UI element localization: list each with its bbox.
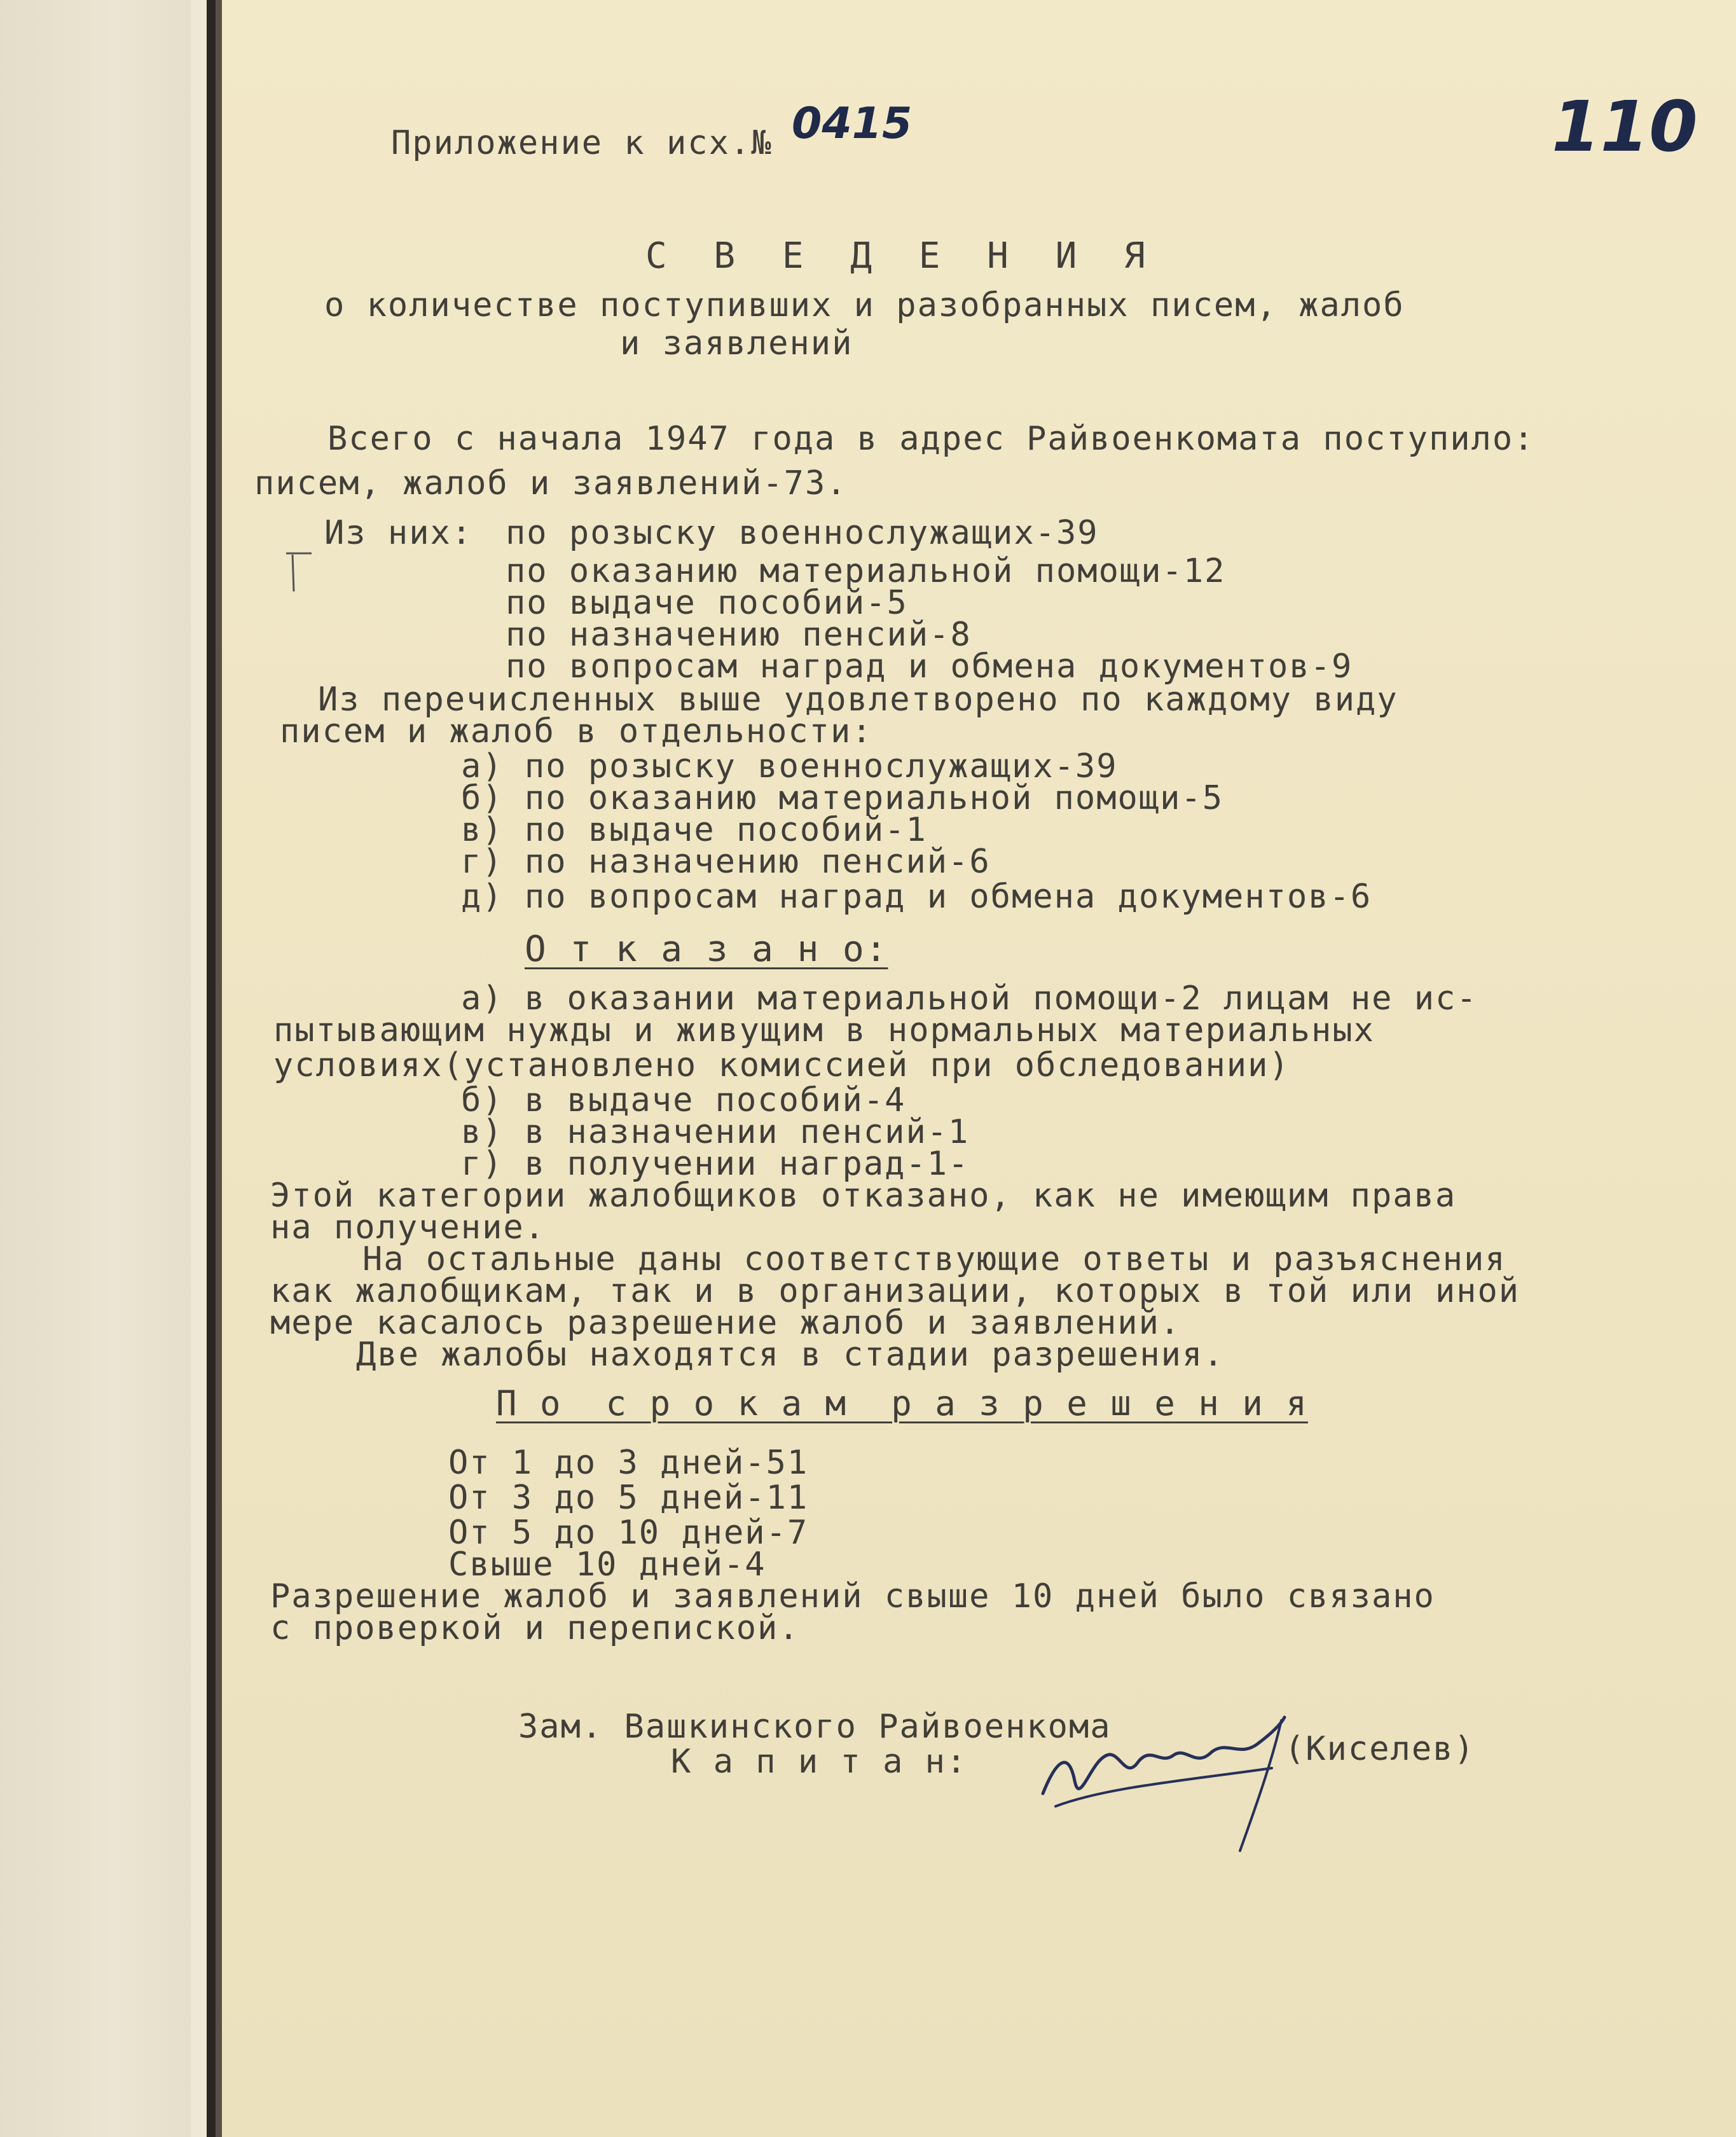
satisfied-item: г) по назначению пенсий-6 <box>461 843 991 881</box>
outgoing-number: 0415 <box>792 99 913 149</box>
satisfied-item: б) по оказанию материальной помощи-5 <box>461 779 1224 817</box>
pencil-mark <box>280 547 318 598</box>
page-number: 110 <box>1552 86 1698 167</box>
binding-shadow <box>216 0 222 2137</box>
terms-heading: П о с р о к а м р а з р е ш е н и я <box>496 1383 1308 1423</box>
breakdown-item: по выдаче пособий-5 <box>506 584 908 622</box>
document-title: С В Е Д Е Н И Я <box>645 235 1158 277</box>
refused-line: г) в получении наград-1- <box>461 1145 970 1183</box>
refused-line: как жалобщикам, так и в организации, которых в той или иной <box>270 1272 1520 1310</box>
satisfied-item: д) по вопросам наград и обмена документов-6 <box>461 878 1372 916</box>
terms-note-1: Разрешение жалоб и заявлений свыше 10 дней было связано <box>270 1577 1435 1615</box>
signature-position: Зам. Вашкинского Райвоенкома <box>518 1708 1112 1746</box>
refused-line: условиях(установлено комиссией при обследовании) <box>273 1046 1290 1084</box>
refused-line: пытывающим нужды и живущим в нормальных материальных <box>273 1011 1375 1049</box>
total-line-2: писем, жалоб и заявлений-73. <box>254 464 848 502</box>
title-line-1: о количестве поступивших и разобранных писем, жалоб <box>324 286 1405 324</box>
terms-item: Свыше 10 дней-4 <box>448 1546 766 1584</box>
handwritten-signature <box>1030 1685 1297 1864</box>
satisfied-item: а) по розыску военнослужащих-39 <box>461 747 1118 785</box>
satisfied-item: в) по выдаче пособий-1 <box>461 811 927 849</box>
refused-line: б) в выдаче пособий-4 <box>461 1081 906 1119</box>
refused-line: мере касалось разрешение жалоб и заявлений. <box>270 1304 1181 1342</box>
signature-name: (Киселев) <box>1285 1730 1475 1768</box>
attachment-label: Приложение к исх.№ <box>391 124 794 162</box>
refused-line: а) в оказании материальной помощи-2 лицам не ис- <box>461 979 1478 1018</box>
refused-line: Две жалобы находятся в стадии разрешения. <box>356 1336 1225 1374</box>
signature-rank: К а п и т а н: <box>671 1743 968 1781</box>
desk-background <box>0 0 191 2137</box>
refused-line: На остальные даны соответствующие ответы и разъяснения <box>362 1240 1506 1278</box>
terms-note-2: с проверкой и перепиской. <box>270 1609 800 1647</box>
breakdown-lead: Из них: <box>324 514 473 552</box>
breakdown-item: по розыску военнослужащих-39 <box>506 514 1099 552</box>
breakdown-item: по оказанию материальной помощи-12 <box>506 552 1226 590</box>
binding-spine <box>207 0 216 2137</box>
terms-item: От 1 до 3 дней-51 <box>448 1444 809 1482</box>
title-line-2: и заявлений <box>620 324 853 363</box>
breakdown-item: по вопросам наград и обмена документов-9 <box>506 647 1353 686</box>
terms-item: От 5 до 10 дней-7 <box>448 1514 809 1552</box>
refused-line: Этой категории жалобщиков отказано, как не имеющим права <box>270 1177 1457 1215</box>
terms-item: От 3 до 5 дней-11 <box>448 1479 809 1517</box>
refused-line: в) в назначении пенсий-1 <box>461 1113 970 1151</box>
satisfied-line-2: писем и жалоб в отдельности: <box>280 712 873 750</box>
refused-heading: О т к а з а н о: <box>525 929 888 970</box>
satisfied-line-1: Из перечисленных выше удовлетворено по каждому виду <box>318 681 1398 719</box>
refused-line: на получение. <box>270 1208 546 1247</box>
breakdown-item: по назначению пенсий-8 <box>506 616 972 654</box>
total-line-1: Всего с начала 1947 года в адрес Райвоенкомата поступило: <box>327 420 1535 458</box>
